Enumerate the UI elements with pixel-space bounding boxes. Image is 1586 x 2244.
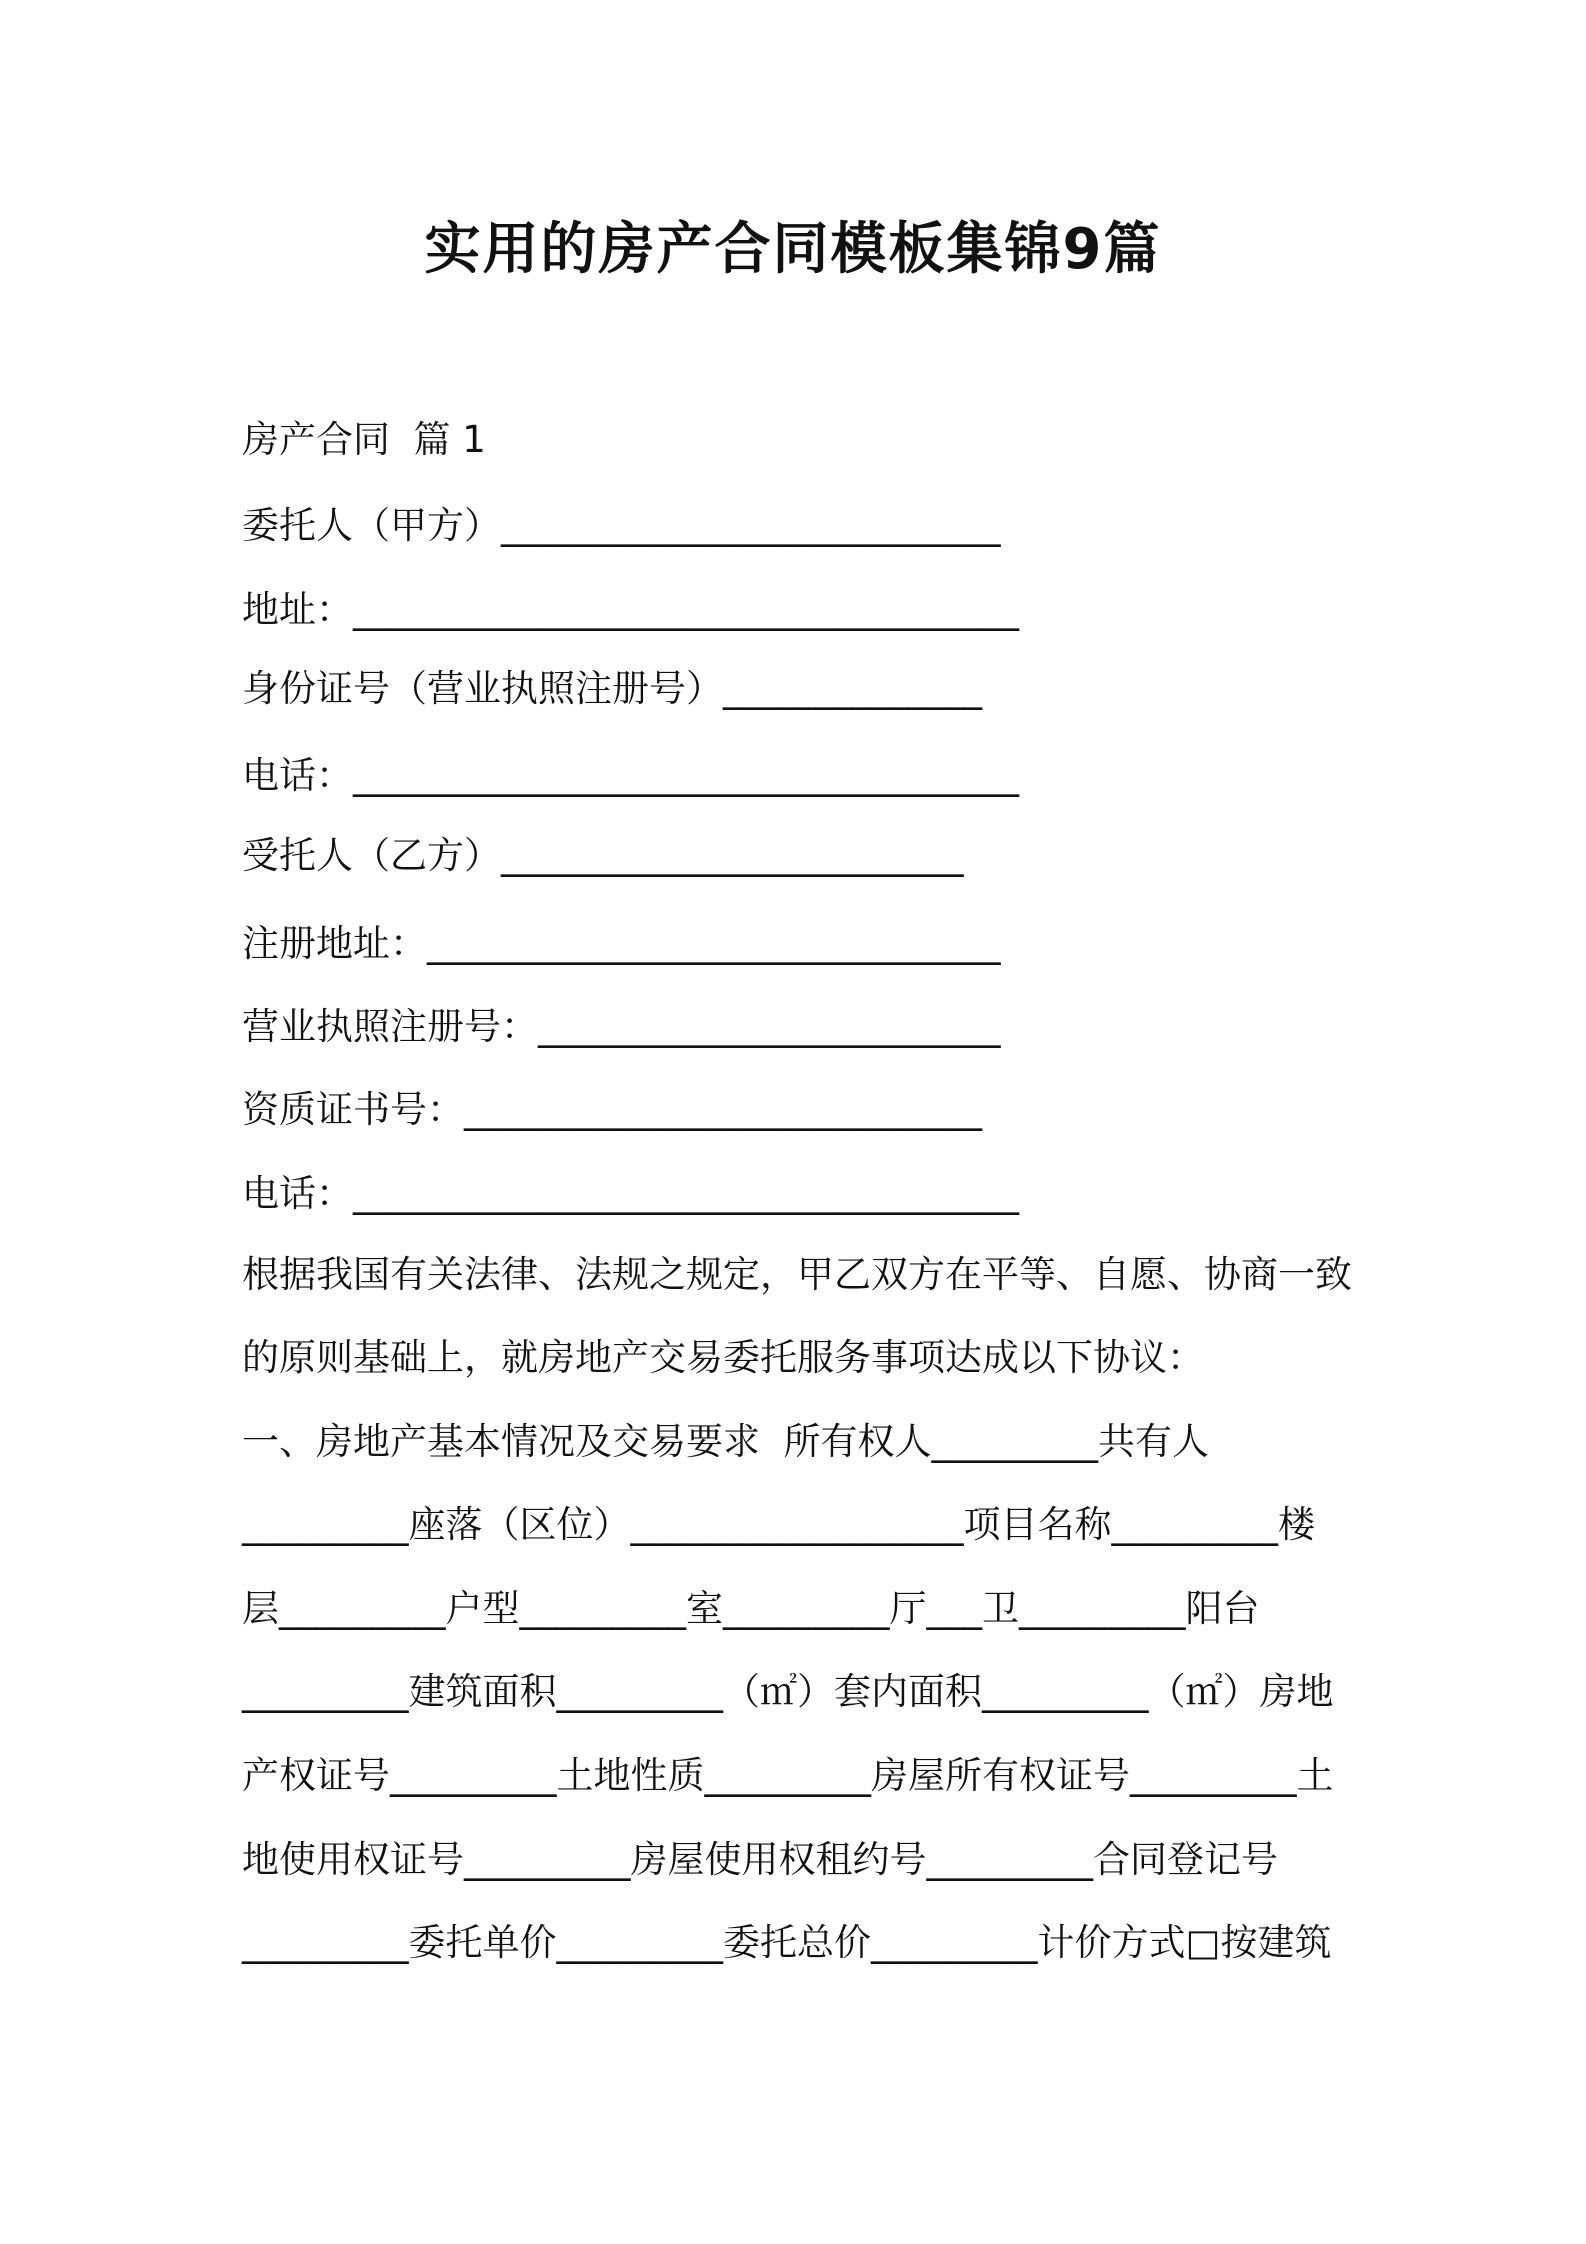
field-address: 地址：____________________________________ xyxy=(242,588,1019,631)
body-line: 地使用权证号_________房屋使用权租约号_________合同登记号 xyxy=(242,1838,1278,1881)
document-title: 实用的房产合同模板集锦9篇 xyxy=(424,217,1162,282)
field-phone-2: 电话：____________________________________ xyxy=(242,1172,1019,1215)
field-agent: 受托人（乙方）_________________________ xyxy=(242,834,964,877)
body-line: _________座落（区位）__________________项目名称_________楼 xyxy=(242,1503,1315,1546)
body-line: 产权证号_________土地性质_________房屋所有权证号_________土 xyxy=(242,1754,1334,1797)
body-line: 的原则基础上，就房地产交易委托服务事项达成以下协议： xyxy=(242,1336,1204,1379)
field-qualification-cert: 资质证书号：____________________________ xyxy=(242,1088,982,1131)
body-line: _________建筑面积_________（㎡）套内面积_________（㎡）房地 xyxy=(242,1670,1334,1713)
field-id-number: 身份证号（营业执照注册号）______________ xyxy=(242,667,982,710)
body-line: 一、房地产基本情况及交易要求 所有权人_________共有人 xyxy=(242,1420,1210,1463)
section-heading: 房产合同 篇 1 xyxy=(242,418,486,461)
field-phone: 电话：____________________________________ xyxy=(242,754,1019,797)
field-principal: 委托人（甲方）___________________________ xyxy=(242,504,1001,547)
body-line: 根据我国有关法律、法规之规定，甲乙双方在平等、自愿、协商一致 xyxy=(242,1253,1352,1296)
body-line: _________委托单价_________委托总价_________计价方式□按建筑 xyxy=(242,1921,1332,1964)
field-business-license: 营业执照注册号：_________________________ xyxy=(242,1005,1001,1048)
body-line: 层_________户型_________室_________厅___卫_________阳台 xyxy=(242,1587,1260,1630)
field-registered-address: 注册地址：_______________________________ xyxy=(242,922,1001,965)
